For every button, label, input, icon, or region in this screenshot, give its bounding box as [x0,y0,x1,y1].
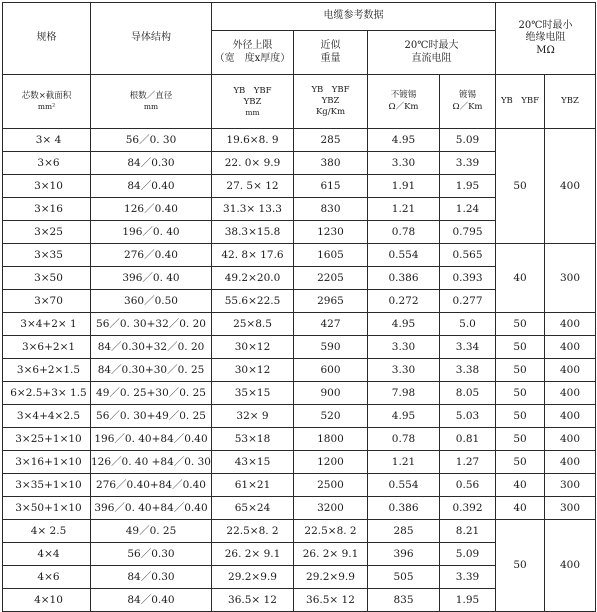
weight-cell: 22.5×8. 2 [294,520,368,543]
subheader-yb-ybf: YB YBF [496,75,545,129]
insulation-yb-ybf-cell: 50 [496,428,545,451]
spec-cell: 3× 4 [3,129,91,152]
insulation-yb-ybf-cell: 50 [496,382,545,405]
outer-diameter-cell: 26. 2× 9.1 [212,543,294,566]
tinned-resistance-cell: 0.392 [440,497,496,520]
header-conductor: 导体结构 [91,3,212,75]
cable-spec-table [2,2,596,612]
insulation-ybz-cell: 400 [545,336,596,359]
weight-cell: 590 [294,336,368,359]
spec-cell: 3×6 [3,152,91,175]
conductor-cell: 396／0. 40+84／0.40 [91,497,212,520]
conductor-cell: 196／0. 40 [91,221,212,244]
subheader-untinned-label: 不镀锡 [390,90,417,101]
untinned-resistance-cell: 0.386 [368,497,440,520]
tinned-resistance-cell: 0.565 [440,244,496,267]
weight-cell: 3200 [294,497,368,520]
untinned-resistance-cell: 0.386 [368,267,440,290]
outer-diameter-cell: 55.6×22.5 [212,290,294,313]
spec-cell: 3×4+2× 1 [3,313,91,336]
outer-diameter-cell: 30×12 [212,359,294,382]
header-outer-diameter [212,31,294,75]
spec-cell: 3×4+4×2.5 [3,405,91,428]
conductor-cell: 56／0. 30+32／0. 20 [91,313,212,336]
untinned-resistance-cell: 4.95 [368,313,440,336]
tinned-resistance-cell: 1.95 [440,175,496,198]
table-row [3,313,596,336]
table-row [3,359,596,382]
subheader-count-diameter [91,75,212,129]
insulation-ybz-cell: 400 [545,382,596,405]
subheader-outer-models-2: YBZ [243,96,262,107]
spec-cell: 4×4 [3,543,91,566]
table-row [3,244,596,267]
insulation-yb-ybf-cell: 50 [496,359,545,382]
header-insulation-line-2: 绝缘电阻 [525,32,566,44]
conductor-cell: 396／0. 40 [91,267,212,290]
outer-diameter-cell: 29.2×9.9 [212,566,294,589]
weight-cell: 520 [294,405,368,428]
table-row [3,428,596,451]
subheader-count-diameter-unit: mm [143,102,159,112]
weight-cell: 2205 [294,267,368,290]
insulation-yb-ybf-cell: 50 [496,313,545,336]
weight-cell: 900 [294,382,368,405]
header-dc-resistance-line-1: 20℃时最大 [404,40,459,51]
outer-diameter-cell: 53×18 [212,428,294,451]
conductor-cell: 49／0. 25 [91,520,212,543]
insulation-yb-ybf-cell: 50 [496,520,545,612]
untinned-resistance-cell: 1.21 [368,198,440,221]
tinned-resistance-cell: 8.21 [440,520,496,543]
subheader-untinned-unit: Ω／Km [388,101,419,112]
outer-diameter-cell: 42. 8× 17.6 [212,244,294,267]
weight-cell: 2965 [294,290,368,313]
untinned-resistance-cell: 0.78 [368,428,440,451]
subheader-weight-unit: Kg/Km [315,107,346,118]
untinned-resistance-cell: 3.30 [368,359,440,382]
subheader-outer-unit: mm [245,107,260,117]
spec-cell: 3×35 [3,244,91,267]
spec-cell: 3×25+1×10 [3,428,91,451]
insulation-ybz-cell: 400 [545,359,596,382]
tinned-resistance-cell: 5.03 [440,405,496,428]
untinned-resistance-cell: 835 [368,589,440,612]
untinned-resistance-cell: 7.98 [368,382,440,405]
subheader-tinned [440,75,496,129]
conductor-cell: 84／0.30+30／0. 25 [91,359,212,382]
spec-cell: 3×50 [3,267,91,290]
header-dc-resistance-line-2: 直流电阻 [411,52,452,64]
table-row [3,405,596,428]
outer-diameter-cell: 22.5×8. 2 [212,520,294,543]
tinned-resistance-cell: 3.34 [440,336,496,359]
header-spec: 规格 [3,3,91,75]
conductor-cell: 126／0.40 [91,198,212,221]
insulation-ybz-cell: 400 [545,313,596,336]
subheader-tinned-unit: Ω／Km [452,101,483,112]
outer-diameter-cell: 35×15 [212,382,294,405]
subheader-weight-models [294,75,368,129]
header-insulation-resistance [496,3,596,75]
tinned-resistance-cell: 0.393 [440,267,496,290]
outer-diameter-cell: 25×8.5 [212,313,294,336]
subheader-count-diameter-label: 根数／直径 [129,91,173,102]
spec-cell: 3×25 [3,221,91,244]
header-reference-data: 电缆参考数据 [212,3,496,31]
header-insulation-unit: MΩ [536,44,555,56]
subheader-ybz: YBZ [545,75,596,129]
untinned-resistance-cell: 1.91 [368,175,440,198]
table-row [3,451,596,474]
untinned-resistance-cell: 0.554 [368,474,440,497]
spec-cell: 3×6+2×1 [3,336,91,359]
untinned-resistance-cell: 0.272 [368,290,440,313]
untinned-resistance-cell: 396 [368,543,440,566]
insulation-ybz-cell: 300 [545,474,596,497]
conductor-cell: 84／0.30 [91,152,212,175]
outer-diameter-cell: 19.6×8. 9 [212,129,294,152]
tinned-resistance-cell: 5.09 [440,543,496,566]
untinned-resistance-cell: 0.78 [368,221,440,244]
header-dc-resistance [368,31,496,75]
untinned-resistance-cell: 4.95 [368,129,440,152]
tinned-resistance-cell: 1.24 [440,198,496,221]
spec-cell: 4× 2.5 [3,520,91,543]
insulation-ybz-cell: 400 [545,451,596,474]
tinned-resistance-cell: 3.39 [440,566,496,589]
spec-cell: 4×10 [3,589,91,612]
insulation-ybz-cell: 400 [545,129,596,244]
weight-cell: 427 [294,313,368,336]
tinned-resistance-cell: 0.277 [440,290,496,313]
subheader-outer-models [212,75,294,129]
tinned-resistance-cell: 5.0 [440,313,496,336]
subheader-weight-models-1: YB YBF [311,84,350,95]
subheader-untinned [368,75,440,129]
outer-diameter-cell: 22. 0× 9.9 [212,152,294,175]
subheader-outer-models-1: YB YBF [233,85,272,96]
conductor-cell: 276／0.40 [91,244,212,267]
table-row [3,382,596,405]
table-row [3,129,596,152]
table-row [3,520,596,543]
spec-cell: 3×6+2×1.5 [3,359,91,382]
conductor-cell: 276／0.40+84／0.40 [91,474,212,497]
subheader-tinned-label: 镀锡 [458,90,476,101]
insulation-ybz-cell: 300 [545,244,596,313]
untinned-resistance-cell: 285 [368,520,440,543]
spec-cell: 3×16 [3,198,91,221]
weight-cell: 1230 [294,221,368,244]
outer-diameter-cell: 43×15 [212,451,294,474]
tinned-resistance-cell: 8.05 [440,382,496,405]
header-insulation-line-1: 20℃时最小 [518,19,573,31]
insulation-yb-ybf-cell: 50 [496,451,545,474]
conductor-cell: 84／0.40 [91,589,212,612]
header-outer-diameter-line-2: （宽 度x厚度） [214,52,291,64]
spec-cell: 3×35+1×10 [3,474,91,497]
outer-diameter-cell: 38.3×15.8 [212,221,294,244]
outer-diameter-cell: 31.3× 13.3 [212,198,294,221]
subheader-cores-area-label: 芯数×截面积 [21,91,72,102]
insulation-yb-ybf-cell: 40 [496,497,545,520]
weight-cell: 36.5× 12 [294,589,368,612]
spec-cell: 3×16+1×10 [3,451,91,474]
conductor-cell: 84／0.40 [91,175,212,198]
outer-diameter-cell: 61×21 [212,474,294,497]
subheader-cores-area-unit: mm² [37,102,56,112]
untinned-resistance-cell: 4.95 [368,405,440,428]
spec-cell: 3×10 [3,175,91,198]
outer-diameter-cell: 27. 5× 12 [212,175,294,198]
weight-cell: 1200 [294,451,368,474]
outer-diameter-cell: 32× 9 [212,405,294,428]
insulation-yb-ybf-cell: 40 [496,244,545,313]
table-row [3,497,596,520]
subheader-weight-models-2: YBZ [321,95,340,106]
weight-cell: 600 [294,359,368,382]
insulation-yb-ybf-cell: 50 [496,336,545,359]
outer-diameter-cell: 36.5× 12 [212,589,294,612]
tinned-resistance-cell: 1.95 [440,589,496,612]
outer-diameter-cell: 65×24 [212,497,294,520]
spec-cell: 3×50+1×10 [3,497,91,520]
weight-cell: 285 [294,129,368,152]
weight-cell: 830 [294,198,368,221]
weight-cell: 1605 [294,244,368,267]
tinned-resistance-cell: 1.27 [440,451,496,474]
header-approx-weight-line-2: 重量 [320,52,341,64]
conductor-cell: 84／0.30+32／0. 20 [91,336,212,359]
outer-diameter-cell: 49.2×20.0 [212,267,294,290]
spec-cell: 3×70 [3,290,91,313]
spec-cell: 4×6 [3,566,91,589]
insulation-ybz-cell: 400 [545,405,596,428]
untinned-resistance-cell: 1.21 [368,451,440,474]
insulation-ybz-cell: 400 [545,428,596,451]
tinned-resistance-cell: 0.81 [440,428,496,451]
insulation-yb-ybf-cell: 50 [496,405,545,428]
table-row [3,474,596,497]
conductor-cell: 56／0. 30+49／0. 25 [91,405,212,428]
tinned-resistance-cell: 0.56 [440,474,496,497]
weight-cell: 29.2×9.9 [294,566,368,589]
conductor-cell: 56／0.30 [91,543,212,566]
header-outer-diameter-line-1: 外径上限 [232,40,273,51]
untinned-resistance-cell: 0.554 [368,244,440,267]
conductor-cell: 360／0.50 [91,290,212,313]
conductor-cell: 49／0. 25+30／0. 25 [91,382,212,405]
insulation-yb-ybf-cell: 40 [496,474,545,497]
insulation-yb-ybf-cell: 50 [496,129,545,244]
untinned-resistance-cell: 3.30 [368,152,440,175]
weight-cell: 26. 2× 9.1 [294,543,368,566]
outer-diameter-cell: 30×12 [212,336,294,359]
weight-cell: 380 [294,152,368,175]
tinned-resistance-cell: 5.09 [440,129,496,152]
untinned-resistance-cell: 505 [368,566,440,589]
weight-cell: 1800 [294,428,368,451]
conductor-cell: 126／0. 40 +84／0. 30 [91,451,212,474]
weight-cell: 2500 [294,474,368,497]
tinned-resistance-cell: 3.39 [440,152,496,175]
conductor-cell: 196／0. 40+84／0.40 [91,428,212,451]
tinned-resistance-cell: 0.795 [440,221,496,244]
insulation-ybz-cell: 400 [545,520,596,612]
subheader-cores-area [3,75,91,129]
untinned-resistance-cell: 3.30 [368,336,440,359]
conductor-cell: 56／0. 30 [91,129,212,152]
header-approx-weight-line-1: 近似 [320,40,341,51]
spec-cell: 6×2.5+3× 1.5 [3,382,91,405]
insulation-ybz-cell: 300 [545,497,596,520]
header-approx-weight [294,31,368,75]
conductor-cell: 84／0.30 [91,566,212,589]
tinned-resistance-cell: 3.38 [440,359,496,382]
weight-cell: 615 [294,175,368,198]
table-row [3,336,596,359]
